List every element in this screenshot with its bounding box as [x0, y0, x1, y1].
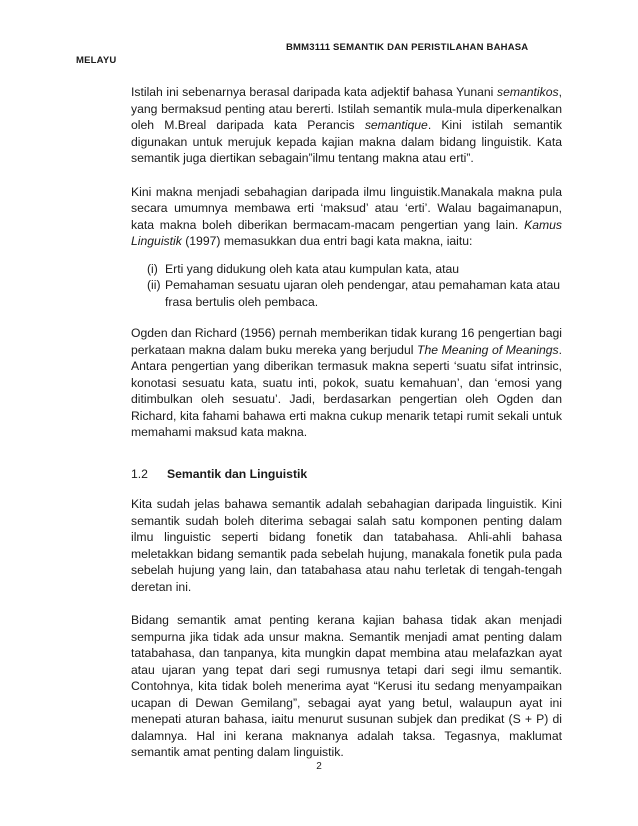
paragraph-etymology: Istilah ini sebenarnya berasal daripada kata adjektif bahasa Yunani semantikos, yang bermaksud penting atau bererti. Istilah semantik mula-mula diperkenalkan oleh M.Breal daripada kata Perancis semantique. Kini istilah semantik digunakan untuk merujuk kepada kajian makna dalam bidang linguistik. Kata semantik juga diertikan sebagain”ilmu tentang makna atau erti”. — [131, 85, 562, 165]
paragraph-makna: Kini makna menjadi sebahagian daripada ilmu linguistik.Manakala makna pula secara umumnya membawa erti ‘maksud’ atau ‘erti’. Walau bagaimanapun, kata makna boleh diberikan bermacam-macam pengertian yang lain. Kamus Linguistik (1997) memasukkan dua entri bagi kata makna, iaitu: — [131, 184, 562, 248]
list-text: Erti yang didukung oleh kata atau kumpulan kata, atau — [165, 261, 460, 276]
definition-list — [147, 261, 562, 311]
title-kamus-linguistik: Kamus Linguistik — [131, 217, 562, 248]
section-heading — [131, 466, 562, 483]
paragraph-importance: Bidang semantik amat penting kerana kajian bahasa tidak akan menjadi sempurna jika tidak ada unsur makna. Semantik menjadi amat penting dalam tatabahasa, dan tanpanya, kita mungkin dapat membina atau melafazkan ayat atau ujaran yang tepat dari segi rumusnya tetapi dari segi ilmu semantik. Contohnya, kita tidak boleh menerima ayat “Kerusi itu sedang menyampaikan ucapan di Dewan Gemilang”, sebagai ayat yang betul, walaupun ayat ini menepati aturan bahasa, iaitu menurut susunan subjek dan predikat (S + P) di dalamnya. Hal ini kerana maknanya adalah taksa. Tegasnya, maklumat semantik amat penting dalam linguistik. — [131, 613, 562, 759]
page-number: 2 — [316, 761, 322, 772]
list-number: (i) — [147, 261, 158, 276]
paragraph-ogden-richard: Ogden dan Richard (1956) pernah memberikan tidak kurang 16 pengertian bagi perkataan makna dalam buku mereka yang berjudul The Meaning of Meanings. Antara pengertian yang diberikan termasuk makna seperti ‘suatu sifat intrinsic, konotasi sesuatu kata, suatu inti, pokok, suatu kemahuan’, dan ‘emosi yang ditimbulkan oleh sesuatu’. Jadi, berdasarkan pengertian oleh Ogden dan Richard, kita fahami bahawa erti makna cukup menarik tetapi rumit sekali untuk memahami maksud kata makna. — [131, 326, 562, 439]
term-semantique: semantique — [364, 118, 428, 132]
body-text — [131, 84, 562, 778]
section-number: 1.2 — [131, 466, 148, 481]
section-title: Semantik dan Linguistik — [167, 466, 308, 481]
term-semantikos: semantikos — [496, 85, 559, 99]
running-header: BMM3111 SEMANTIK DAN PERISTILAHAN BAHASA — [286, 42, 529, 53]
paragraph-linguistik: Kita sudah jelas bahawa semantik adalah sebahagian daripada linguistik. Kini semantik sudah boleh diterima sebagai salah satu komponen penting dalam ilmu linguistic seperti bidang fonetik dan tatabahasa. Ahli-ahli bahasa meletakkan bidang semantik pada sebelah hujung, manakala fonetik pula pada sebelah hujung yang lain, dan tatabahasa atau nahu terletak di tengah-tengah deretan ini. — [131, 497, 562, 594]
list-number: (ii) — [147, 278, 161, 292]
title-meaning-of-meanings: The Meaning of Meanings — [417, 342, 559, 357]
list-item — [147, 277, 562, 310]
running-header-continuation: MELAYU — [76, 55, 117, 66]
list-item — [147, 261, 562, 278]
list-text: Pemahaman sesuatu ujaran oleh pendengar, atau pemahaman kata atau frasa bertulis oleh pembaca. — [165, 278, 561, 309]
